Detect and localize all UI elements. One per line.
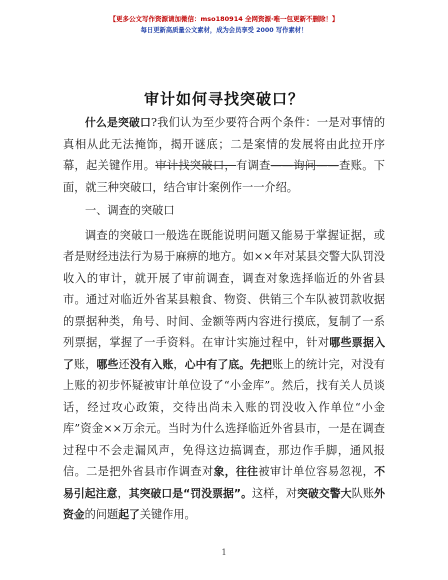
para-bold: 不易引起注意	[63, 465, 385, 500]
para-text: 问题	[95, 508, 119, 521]
para-bold: 哪些票据入了	[63, 336, 385, 371]
para-text: 的	[84, 508, 96, 521]
banner-line-2: 每日更新高质量公文素材，成为会员享受 2000 写作素材！	[140, 27, 308, 34]
intro-text-1: ?我们认为至少要符合两个条件：一是对事情的真相从此无法掩饰，揭开谜底；二是案情的发展将由此拉开序幕，起关键作用。	[63, 116, 386, 172]
para-bold: 突破交警大	[297, 486, 352, 500]
para-text: 还	[118, 357, 130, 371]
para-text: 这样，对	[252, 486, 298, 500]
section-heading: 一、调查的突破口	[85, 204, 175, 217]
para-text: 关键作用。	[139, 508, 196, 521]
para-text: ，	[173, 357, 185, 371]
para-bold: 其突破口是“罚没票据”。	[128, 486, 253, 500]
para-bold: 哪些	[96, 357, 119, 371]
intro-text-3: 查账。下面，就三种突破口，结合审计案例作一一介绍。	[63, 159, 385, 194]
document-body	[63, 112, 385, 526]
para-bold: 象，往往	[213, 465, 259, 478]
body-paragraph	[63, 225, 385, 526]
intro-paragraph	[63, 112, 385, 198]
para-text: ，	[117, 486, 129, 500]
para-bold: 起了	[118, 508, 140, 521]
page-number: 1	[221, 548, 227, 557]
promo-banner	[0, 6, 448, 36]
banner-line-1: 【更多公文写作资源请加微信：mso180914 全网资源·唯一包更新不删除！】	[109, 15, 339, 23]
para-text: 队账	[351, 486, 375, 500]
document-title: 审计如何寻找突破口？	[143, 90, 304, 108]
para-bold: 心中有了底。先把	[184, 357, 273, 371]
para-text: 调查的突破口一般选在既能说明问题又能易于掌握证据，或者是财经违法行为易于麻痹的地方。如××年对某县交警大队罚没收入的审计，就开展了审前调查，调查对象选择临近的外省县市。通过对临近外省某县粮食、物资、供销三个车队被罚款收据的票据种类，角号、时间、金额等两内容进行摸底，复制了一系列票据，掌握了一手资料。在审计实施过程中，针对	[63, 228, 385, 349]
para-bold: 外资金	[63, 486, 385, 521]
intro-strikethrough-2: ——询问——	[270, 159, 339, 172]
para-text: 被审计单位容易忽视，	[258, 465, 375, 478]
para-text: 账上的统计完，对没有上账的初步怀疑被审计单位设了“小金库”。然后，找有关人员谈话，经过攻心政策，交待出尚未入账的罚没收入作单位“小金库”资金××万余元。当时为什么选择临近外省县市，一是在调查过程中不会走漏风声，免得这边搞调查，那边作手脚，通风报信。二是把外省县市作调查对	[63, 357, 385, 478]
para-bold: 没有入账	[129, 357, 174, 371]
para-text: 账，	[73, 357, 97, 371]
intro-lead: 什么是突破口	[85, 116, 152, 129]
intro-text-2: 有调查	[236, 159, 271, 172]
intro-strikethrough-1: 审计找突破口，	[155, 159, 237, 172]
